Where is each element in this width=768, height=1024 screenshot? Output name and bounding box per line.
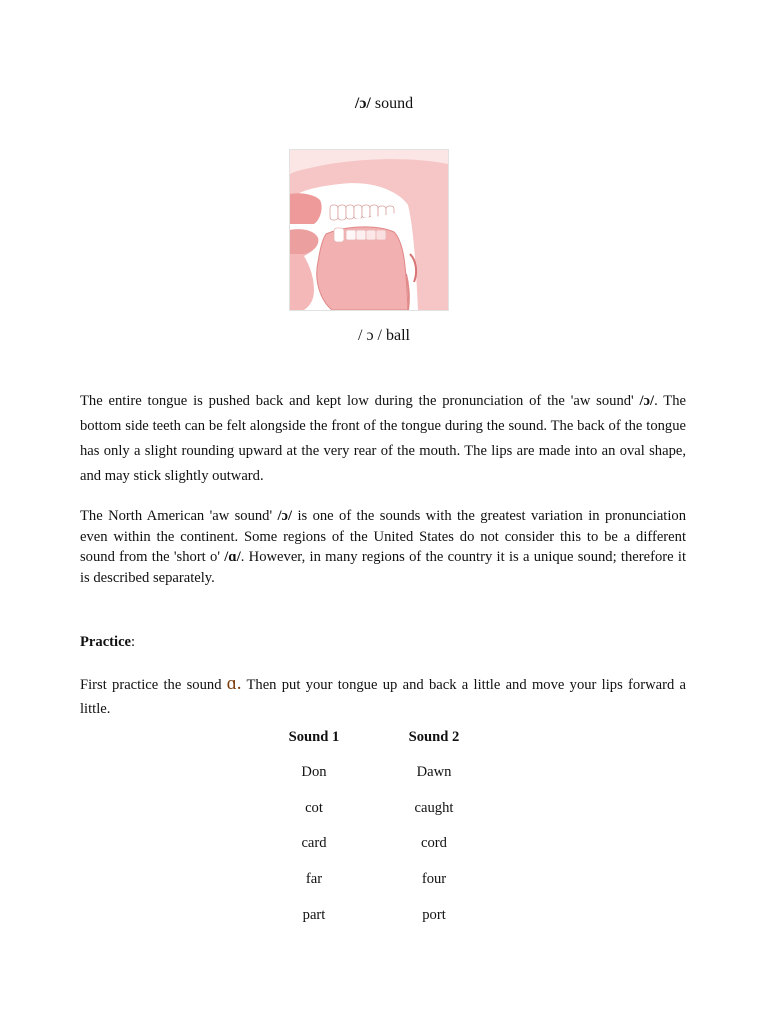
p3-alpha-symbol: ɑ. xyxy=(226,673,242,694)
title-text: sound xyxy=(370,95,414,112)
p3-text-b: Then put your tongue up and back a little and move your lips forward a little. xyxy=(80,677,686,717)
lower-teeth xyxy=(334,228,386,242)
practice-label: Practice xyxy=(80,634,132,650)
paragraph-tongue-position xyxy=(80,389,686,489)
table-cell: port xyxy=(422,907,446,923)
paragraph-variation xyxy=(80,506,686,588)
table-cell: cord xyxy=(421,835,447,851)
table-cell: caught xyxy=(414,800,454,816)
page-title xyxy=(0,95,768,113)
paragraph-practice-instructions xyxy=(80,672,686,721)
table-cell: Dawn xyxy=(416,764,452,780)
table-cell: part xyxy=(302,907,326,923)
lower-lip xyxy=(290,229,318,254)
table-cell: four xyxy=(421,871,447,887)
upper-lip xyxy=(290,193,322,224)
mouth-cross-section-illustration xyxy=(290,150,448,310)
p2-symbol-aw: /ɔ/ xyxy=(277,508,293,524)
table-cell: cot xyxy=(305,800,323,816)
table-cell: far xyxy=(305,871,323,887)
p2-text-c: . However, in many regions of the country it is a unique sound; therefore it is described separately. xyxy=(80,549,686,586)
p2-text-b: is one of the sounds with the greatest variation in pronunciation even within the continent. Some regions of the United States do not consider this to be a different sound from the 'short o' xyxy=(80,508,686,565)
mouth-diagram xyxy=(289,149,449,311)
column-header-sound-1: Sound 1 xyxy=(288,729,340,745)
p2-symbol-short-o: /ɑ/ xyxy=(224,549,241,565)
p1-text-b: . The bottom side teeth can be felt alongside the front of the tongue during the sound. The back of the tongue has only a slight rounding upward at the very rear of the mouth. The lips are made into an oval shape, and may stick slightly outward. xyxy=(80,393,686,484)
practice-colon: : xyxy=(131,634,136,650)
practice-heading xyxy=(80,634,135,651)
figure-caption: / ɔ / ball xyxy=(358,327,410,344)
table-cell: Don xyxy=(301,764,327,780)
p3-text-a: First practice the sound xyxy=(80,677,227,693)
title-symbol: /ɔ/ xyxy=(354,95,371,112)
column-header-sound-2: Sound 2 xyxy=(408,729,460,745)
table-cell: card xyxy=(301,835,327,851)
p1-text-a: The entire tongue is pushed back and kept low during the pronunciation of the 'aw sound' xyxy=(80,393,640,409)
p2-text-a: The North American 'aw sound' xyxy=(80,508,278,524)
p1-symbol: /ɔ/ xyxy=(639,393,655,409)
